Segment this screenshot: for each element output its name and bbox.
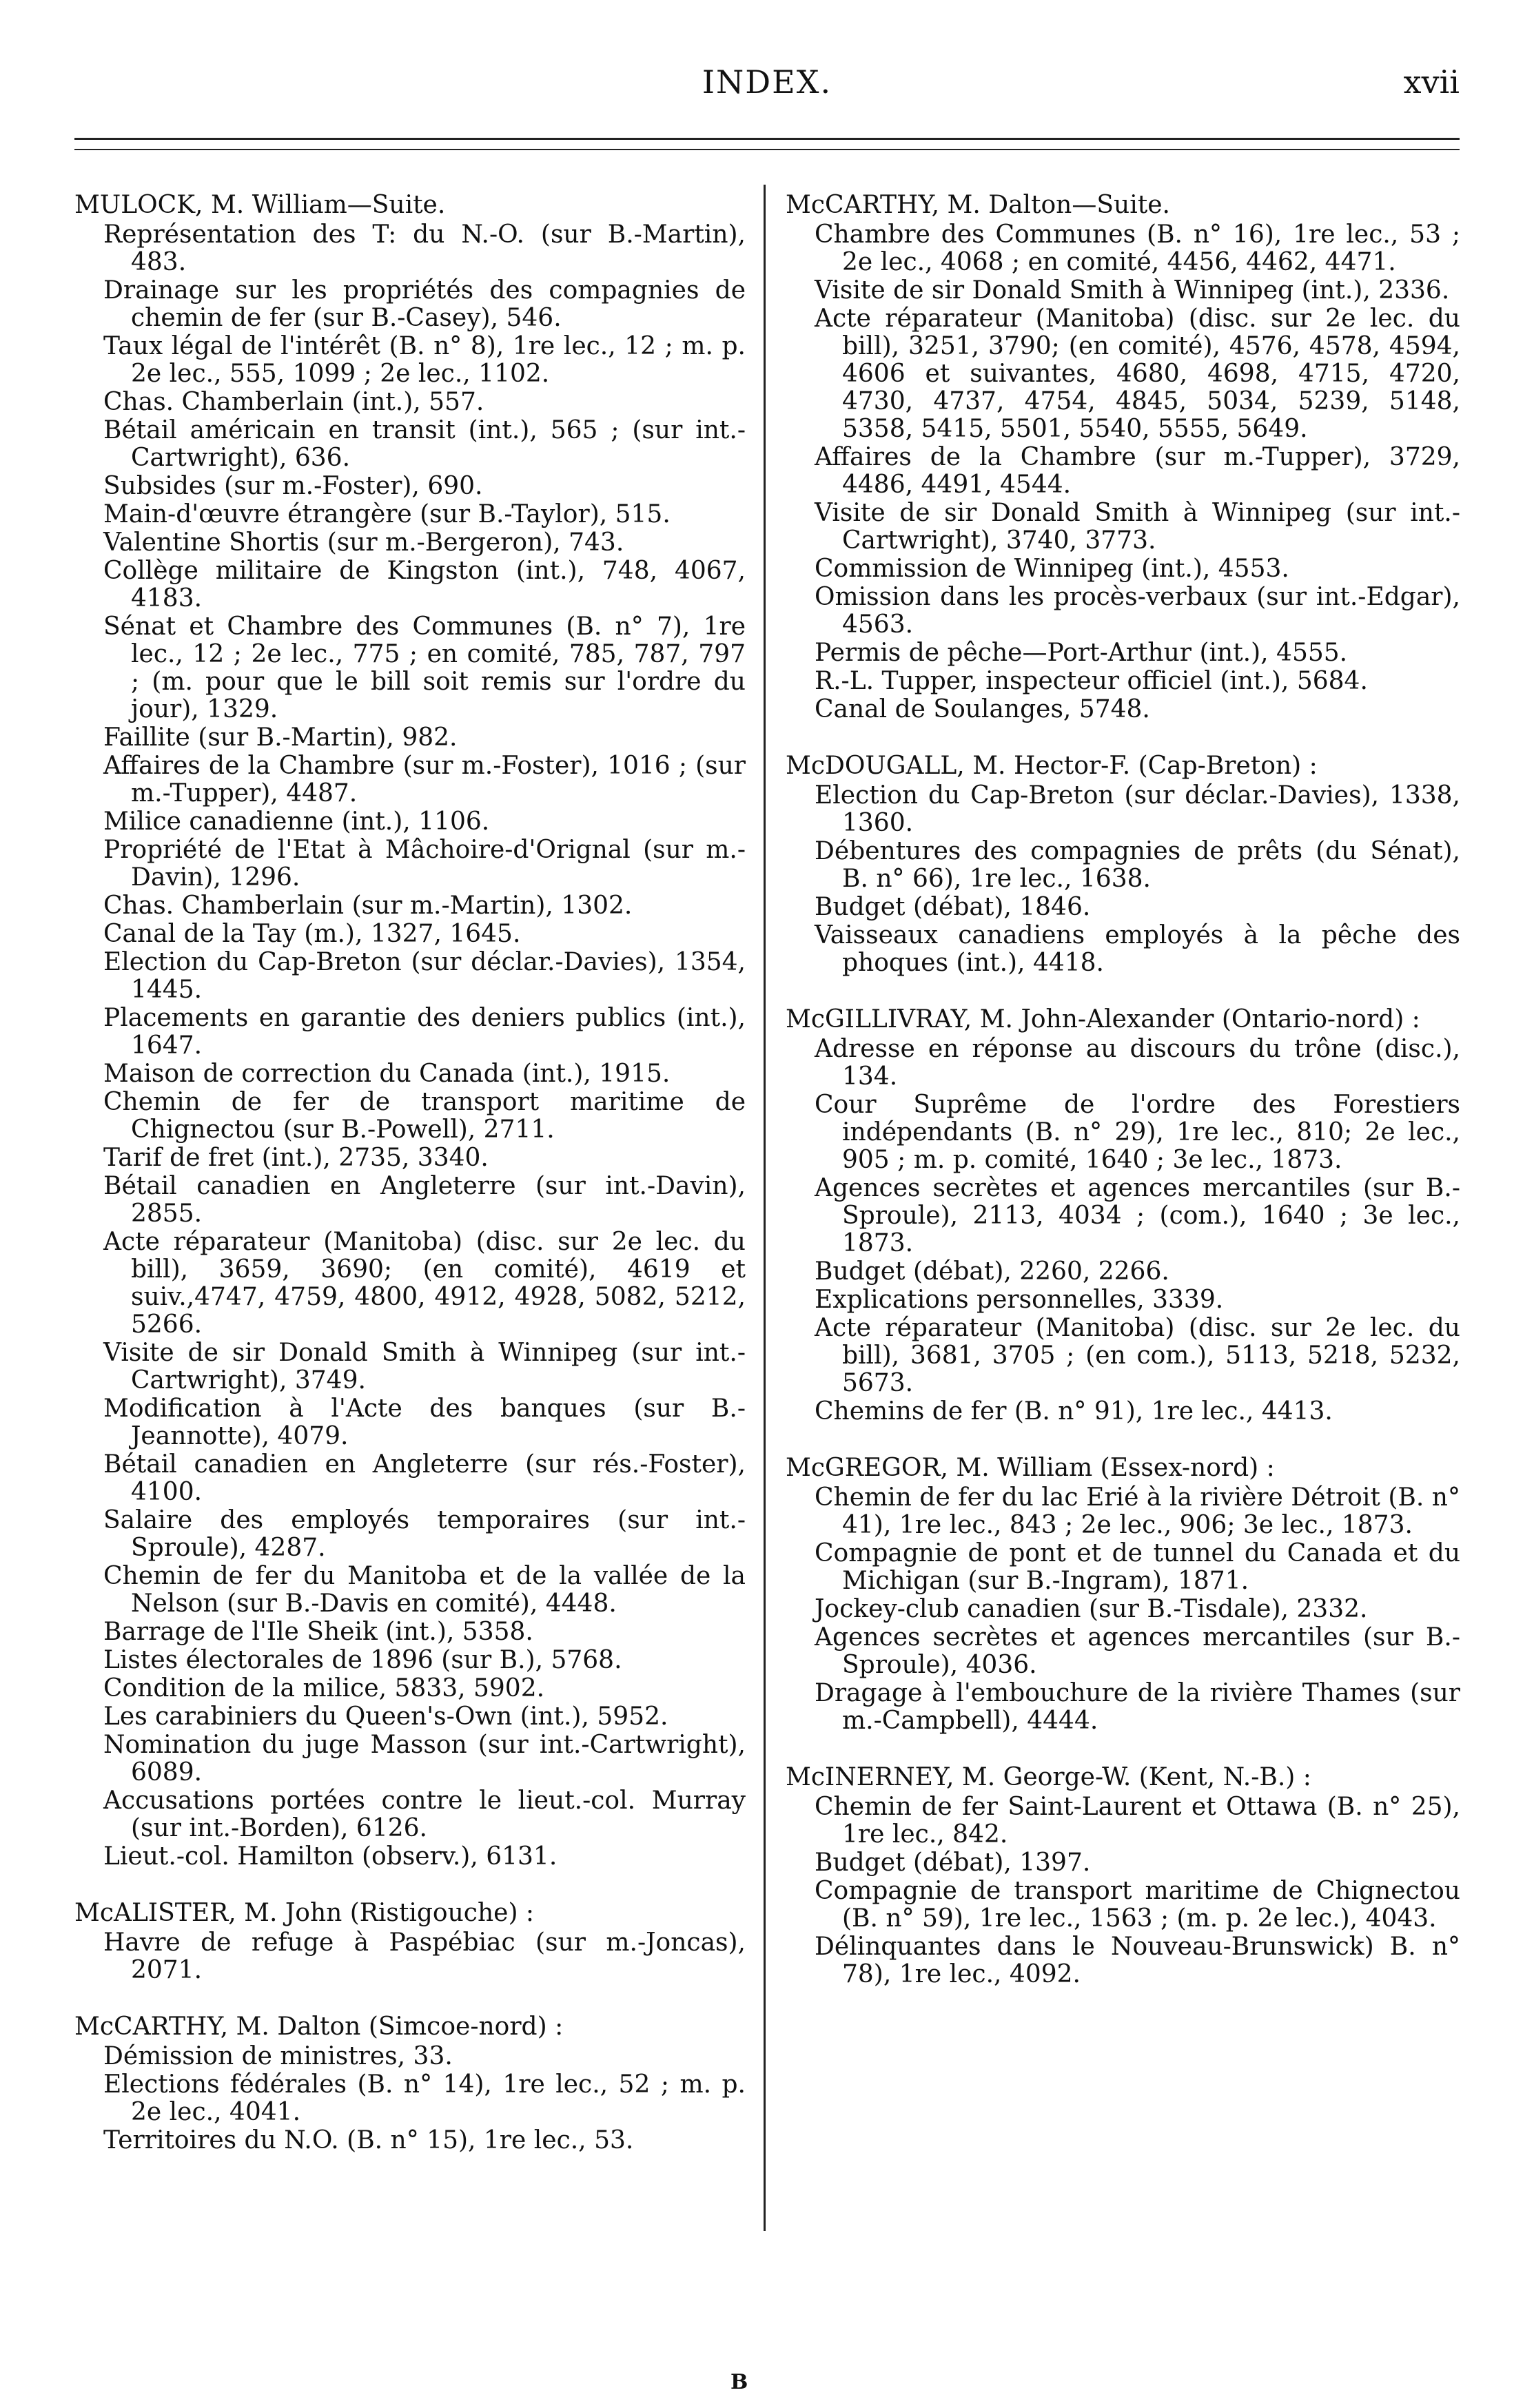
entry-heading: McINERNEY, M. George-W. (Kent, N.-B.) : (786, 1763, 1311, 1791)
entry-reference: Débentures des compagnies de prêts (du Sénat), B. n° 66), 1re lec., 1638. (815, 837, 1460, 893)
entry-reference: Dragage à l'embouchure de la rivière Thames (sur m.-Campbell), 4444. (815, 1679, 1460, 1735)
entry-reference: Drainage sur les propriétés des compagnies de chemin de fer (sur B.-Casey), 546. (103, 276, 746, 332)
entry-reference: Démission de ministres, 33. (103, 2042, 453, 2070)
entry-heading: McCARTHY, M. Dalton (Simcoe-nord) : (74, 2013, 564, 2041)
entry-reference: Vaisseaux canadiens employés à la pêche des phoques (int.), 4418. (815, 921, 1460, 977)
entry-reference: Chas. Chamberlain (int.), 557. (103, 388, 484, 416)
entry-reference: Havre de refuge à Paspébiac (sur m.-Joncas), 2071. (103, 1928, 746, 1984)
entry-heading: McCARTHY, M. Dalton—Suite. (786, 191, 1170, 219)
entry-reference: Placements en garantie des deniers publics (int.), 1647. (103, 1004, 746, 1060)
entry-reference: Compagnie de transport maritime de Chignectou (B. n° 59), 1re lec., 1563 ; (m. p. 2e lec.), 4043. (815, 1877, 1460, 1933)
entry-reference: Elections fédérales (B. n° 14), 1re lec., 52 ; m. p. 2e lec., 4041. (103, 2070, 746, 2126)
entry-reference: Chemin de fer du Manitoba et de la vallée de la Nelson (sur B.-Davis en comité), 4448. (103, 1562, 746, 1618)
entry-reference: Visite de sir Donald Smith à Winnipeg (sur int.-Cartwright), 3749. (103, 1339, 746, 1395)
entry-reference: Taux légal de l'intérêt (B. n° 8), 1re lec., 12 ; m. p. 2e lec., 555, 1099 ; 2e lec., 1102. (103, 332, 746, 388)
entry-reference: Budget (débat), 2260, 2266. (815, 1257, 1169, 1286)
entry-reference: Election du Cap-Breton (sur déclar.-Davies), 1338, 1360. (815, 781, 1460, 837)
entry-reference: Agences secrètes et agences mercantiles (sur B.-Sproule), 4036. (815, 1623, 1460, 1679)
entry-reference: Acte réparateur (Manitoba) (disc. sur 2e lec. du bill), 3251, 3790; (en comité), 4576, 4578, 4594, 4606 et suivantes, 4680, 4698, 4715, 4720, 4730, 4737, 4754, 4845, 5034, 5239, 5148, 5358, 5415, 5501, 5540, 5555, 5649. (815, 305, 1460, 443)
entry-reference: Subsides (sur m.-Foster), 690. (103, 472, 483, 500)
entry-reference: Nomination du juge Masson (sur int.-Cartwright), 6089. (103, 1731, 746, 1787)
entry-reference: Accusations portées contre le lieut.-col. Murray (sur int.-Borden), 6126. (103, 1787, 746, 1842)
index-entry (74, 189, 750, 1871)
entry-heading: MULOCK, M. William—Suite. (74, 191, 446, 219)
entry-reference: Visite de sir Donald Smith à Winnipeg (sur int.-Cartwright), 3740, 3773. (815, 499, 1460, 555)
entry-reference: Canal de Soulanges, 5748. (815, 695, 1150, 723)
entry-reference: Chemins de fer (B. n° 91), 1re lec., 4413. (815, 1397, 1333, 1426)
entry-reference: Adresse en réponse au discours du trône (disc.), 134. (815, 1035, 1460, 1091)
entry-reference: Les carabiniers du Queen's-Own (int.), 5952. (103, 1702, 668, 1731)
entry-heading: McALISTER, M. John (Ristigouche) : (74, 1899, 535, 1927)
right-column (786, 189, 1464, 2015)
entry-reference: Tarif de fret (int.), 2735, 3340. (103, 1144, 489, 1172)
entry-reference: Chemin de fer Saint-Laurent et Ottawa (B. n° 25), 1re lec., 842. (815, 1793, 1460, 1849)
entry-reference: Budget (débat), 1397. (815, 1849, 1091, 1877)
entry-reference: Visite de sir Donald Smith à Winnipeg (int.), 2336. (815, 276, 1450, 305)
entry-reference: Canal de la Tay (m.), 1327, 1645. (103, 920, 521, 948)
entry-heading: McGREGOR, M. William (Essex-nord) : (786, 1454, 1275, 1482)
entry-reference: Représentation des T: du N.-O. (sur B.-Martin), 483. (103, 220, 746, 276)
entry-reference: Délinquantes dans le Nouveau-Brunswick) B. n° 78), 1re lec., 4092. (815, 1933, 1460, 1988)
left-column (74, 189, 750, 2181)
index-entry (74, 1897, 750, 1984)
entry-reference: Milice canadienne (int.), 1106. (103, 807, 490, 836)
entry-reference: Election du Cap-Breton (sur déclar.-Davies), 1354, 1445. (103, 948, 746, 1004)
entry-heading: McDOUGALL, M. Hector-F. (Cap-Breton) : (786, 752, 1318, 780)
signature-mark: B (730, 2370, 748, 2394)
index-entry (786, 750, 1464, 977)
entry-reference: R.-L. Tupper, inspecteur officiel (int.), 5684. (815, 667, 1368, 695)
entry-reference: Modification à l'Acte des banques (sur B.-Jeannotte), 4079. (103, 1395, 746, 1450)
index-entry (74, 2010, 750, 2154)
entry-reference: Maison de correction du Canada (int.), 1915. (103, 1060, 671, 1088)
index-entry (786, 1003, 1464, 1426)
entry-reference: Cour Suprême de l'ordre des Forestiers indépendants (B. n° 29), 1re lec., 810; 2e lec., 905 ; m. p. comité, 1640 ; 3e lec., 1873. (815, 1091, 1460, 1174)
entry-reference: Salaire des employés temporaires (sur int.-Sproule), 4287. (103, 1506, 746, 1562)
index-entry (786, 1452, 1464, 1735)
entry-reference: Chas. Chamberlain (sur m.-Martin), 1302. (103, 892, 633, 920)
index-entry (786, 1761, 1464, 1988)
entry-reference: Chambre des Communes (B. n° 16), 1re lec., 53 ; 2e lec., 4068 ; en comité, 4456, 4462, 4471. (815, 220, 1460, 276)
entry-reference: Lieut.-col. Hamilton (observ.), 6131. (103, 1842, 558, 1871)
entry-reference: Budget (débat), 1846. (815, 893, 1091, 921)
entry-reference: Affaires de la Chambre (sur m.-Tupper), 3729, 4486, 4491, 4544. (815, 443, 1460, 499)
header-rule-top (74, 138, 1460, 140)
entry-reference: Listes électorales de 1896 (sur B.), 5768. (103, 1646, 622, 1674)
entry-reference: Affaires de la Chambre (sur m.-Foster), 1016 ; (sur m.-Tupper), 4487. (103, 752, 746, 807)
entry-reference: Acte réparateur (Manitoba) (disc. sur 2e lec. du bill), 3659, 3690; (en comité), 4619 et suiv.,4747, 4759, 4800, 4912, 4928, 5082, 5212, 5266. (103, 1228, 746, 1339)
entry-reference: Jockey-club canadien (sur B.-Tisdale), 2332. (815, 1595, 1368, 1623)
entry-reference: Explications personnelles, 3339. (815, 1286, 1224, 1314)
entry-reference: Agences secrètes et agences mercantiles (sur B.-Sproule), 2113, 4034 ; (com.), 1640 ; 3e lec., 1873. (815, 1174, 1460, 1257)
entry-reference: Compagnie de pont et de tunnel du Canada et du Michigan (sur B.-Ingram), 1871. (815, 1539, 1460, 1595)
entry-reference: Sénat et Chambre des Communes (B. n° 7), 1re lec., 12 ; 2e lec., 775 ; en comité, 785, 787, 797 ; (m. pour que le bill soit remis sur l'ordre du jour), 1329. (103, 613, 746, 723)
entry-reference: Faillite (sur B.-Martin), 982. (103, 723, 458, 752)
entry-reference: Omission dans les procès-verbaux (sur int.-Edgar), 4563. (815, 583, 1460, 639)
column-divider (764, 185, 766, 2231)
entry-reference: Valentine Shortis (sur m.-Bergeron), 743. (103, 528, 624, 557)
entry-reference: Bétail canadien en Angleterre (sur rés.-Foster), 4100. (103, 1450, 746, 1506)
page-number: xvii (1403, 63, 1460, 101)
entry-reference: Acte réparateur (Manitoba) (disc. sur 2e lec. du bill), 3681, 3705 ; (en com.), 5113, 5218, 5232, 5673. (815, 1314, 1460, 1397)
page-title: INDEX. (702, 63, 832, 101)
entry-reference: Commission de Winnipeg (int.), 4553. (815, 555, 1289, 583)
entry-heading: McGILLIVRAY, M. John-Alexander (Ontario-nord) : (786, 1005, 1420, 1033)
entry-reference: Main-d'œuvre étrangère (sur B.-Taylor), 515. (103, 500, 671, 528)
entry-reference: Chemin de fer du lac Erié à la rivière Détroit (B. n° 41), 1re lec., 843 ; 2e lec., 906; 3e lec., 1873. (815, 1483, 1460, 1539)
entry-reference: Propriété de l'Etat à Mâchoire-d'Orignal (sur m.-Davin), 1296. (103, 836, 746, 892)
entry-reference: Bétail américain en transit (int.), 565 ; (sur int.-Cartwright), 636. (103, 416, 746, 472)
entry-reference: Barrage de l'Ile Sheik (int.), 5358. (103, 1618, 533, 1646)
entry-reference: Collège militaire de Kingston (int.), 748, 4067, 4183. (103, 557, 746, 613)
header-rule-bottom (74, 149, 1460, 150)
entry-reference: Territoires du N.O. (B. n° 15), 1re lec., 53. (103, 2126, 634, 2154)
entry-reference: Chemin de fer de transport maritime de Chignectou (sur B.-Powell), 2711. (103, 1088, 746, 1144)
entry-reference: Permis de pêche—Port-Arthur (int.), 4555. (815, 639, 1348, 667)
entry-reference: Bétail canadien en Angleterre (sur int.-Davin), 2855. (103, 1172, 746, 1228)
index-entry (786, 189, 1464, 723)
entry-reference: Condition de la milice, 5833, 5902. (103, 1674, 545, 1702)
